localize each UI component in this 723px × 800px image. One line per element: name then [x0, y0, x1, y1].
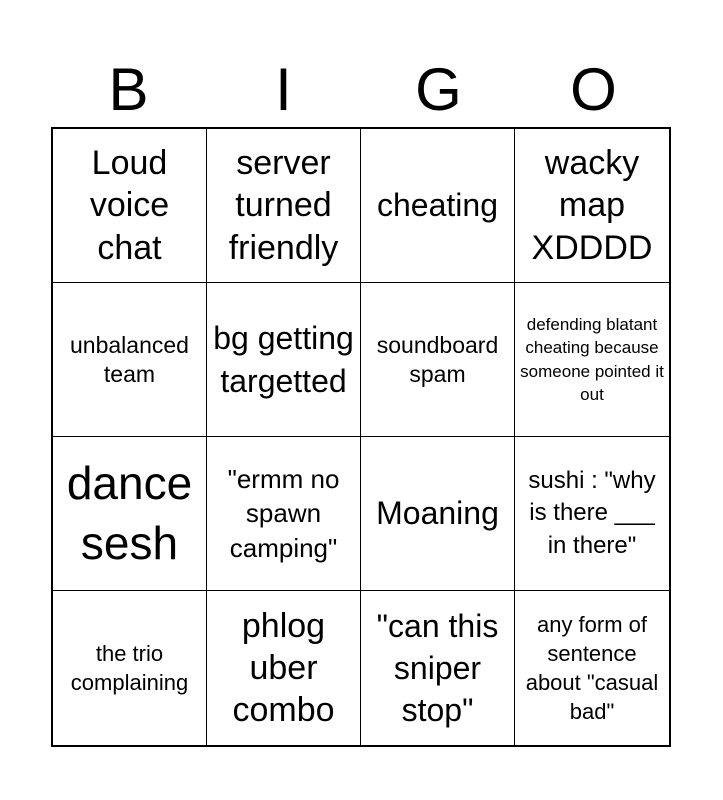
cell-text: soundboard spam — [376, 331, 499, 387]
cell-text: phlog uber combo — [232, 606, 335, 730]
cell-text: unbalanced team — [70, 331, 189, 387]
bingo-cell[interactable] — [207, 129, 361, 283]
bingo-header — [51, 52, 671, 128]
bingo-cell[interactable] — [361, 437, 515, 591]
bingo-cell[interactable] — [207, 591, 361, 745]
bingo-cell[interactable] — [53, 283, 207, 437]
bingo-cell[interactable] — [515, 129, 669, 283]
header-letter-o: O — [570, 56, 617, 123]
bingo-cell[interactable] — [361, 591, 515, 745]
cell-text: Moaning — [376, 495, 499, 532]
cell-text: defending blatant cheating because someone pointed it out — [520, 314, 664, 404]
bingo-cell[interactable] — [361, 129, 515, 283]
bingo-cell[interactable] — [207, 283, 361, 437]
bingo-cell[interactable] — [207, 437, 361, 591]
header-letter-b: B — [108, 56, 149, 123]
bingo-cell[interactable] — [361, 283, 515, 437]
cell-text: sushi : "why is there ___ in there" — [528, 467, 656, 559]
cell-text: "ermm no spawn camping" — [227, 464, 340, 563]
bingo-grid — [51, 127, 671, 747]
cell-text: wacky map XDDDD — [531, 144, 653, 267]
bingo-cell[interactable] — [53, 591, 207, 745]
header-letter-i: I — [275, 56, 292, 123]
bingo-cell[interactable] — [515, 591, 669, 745]
bingo-cell[interactable] — [515, 437, 669, 591]
cell-text: any form of sentence about "casual bad" — [525, 611, 659, 725]
bingo-cell[interactable] — [53, 437, 207, 591]
bingo-cell[interactable] — [53, 129, 207, 283]
cell-text: "can this sniper stop" — [376, 607, 499, 729]
cell-text: Loud voice chat — [89, 144, 170, 267]
header-letter-g: G — [415, 56, 462, 123]
cell-text: the trio complaining — [70, 640, 189, 695]
cell-text: server turned friendly — [228, 144, 339, 267]
cell-text: dance sesh — [66, 456, 193, 569]
cell-text: cheating — [377, 187, 498, 224]
bingo-cell[interactable] — [515, 283, 669, 437]
cell-text: bg getting targetted — [213, 320, 354, 399]
